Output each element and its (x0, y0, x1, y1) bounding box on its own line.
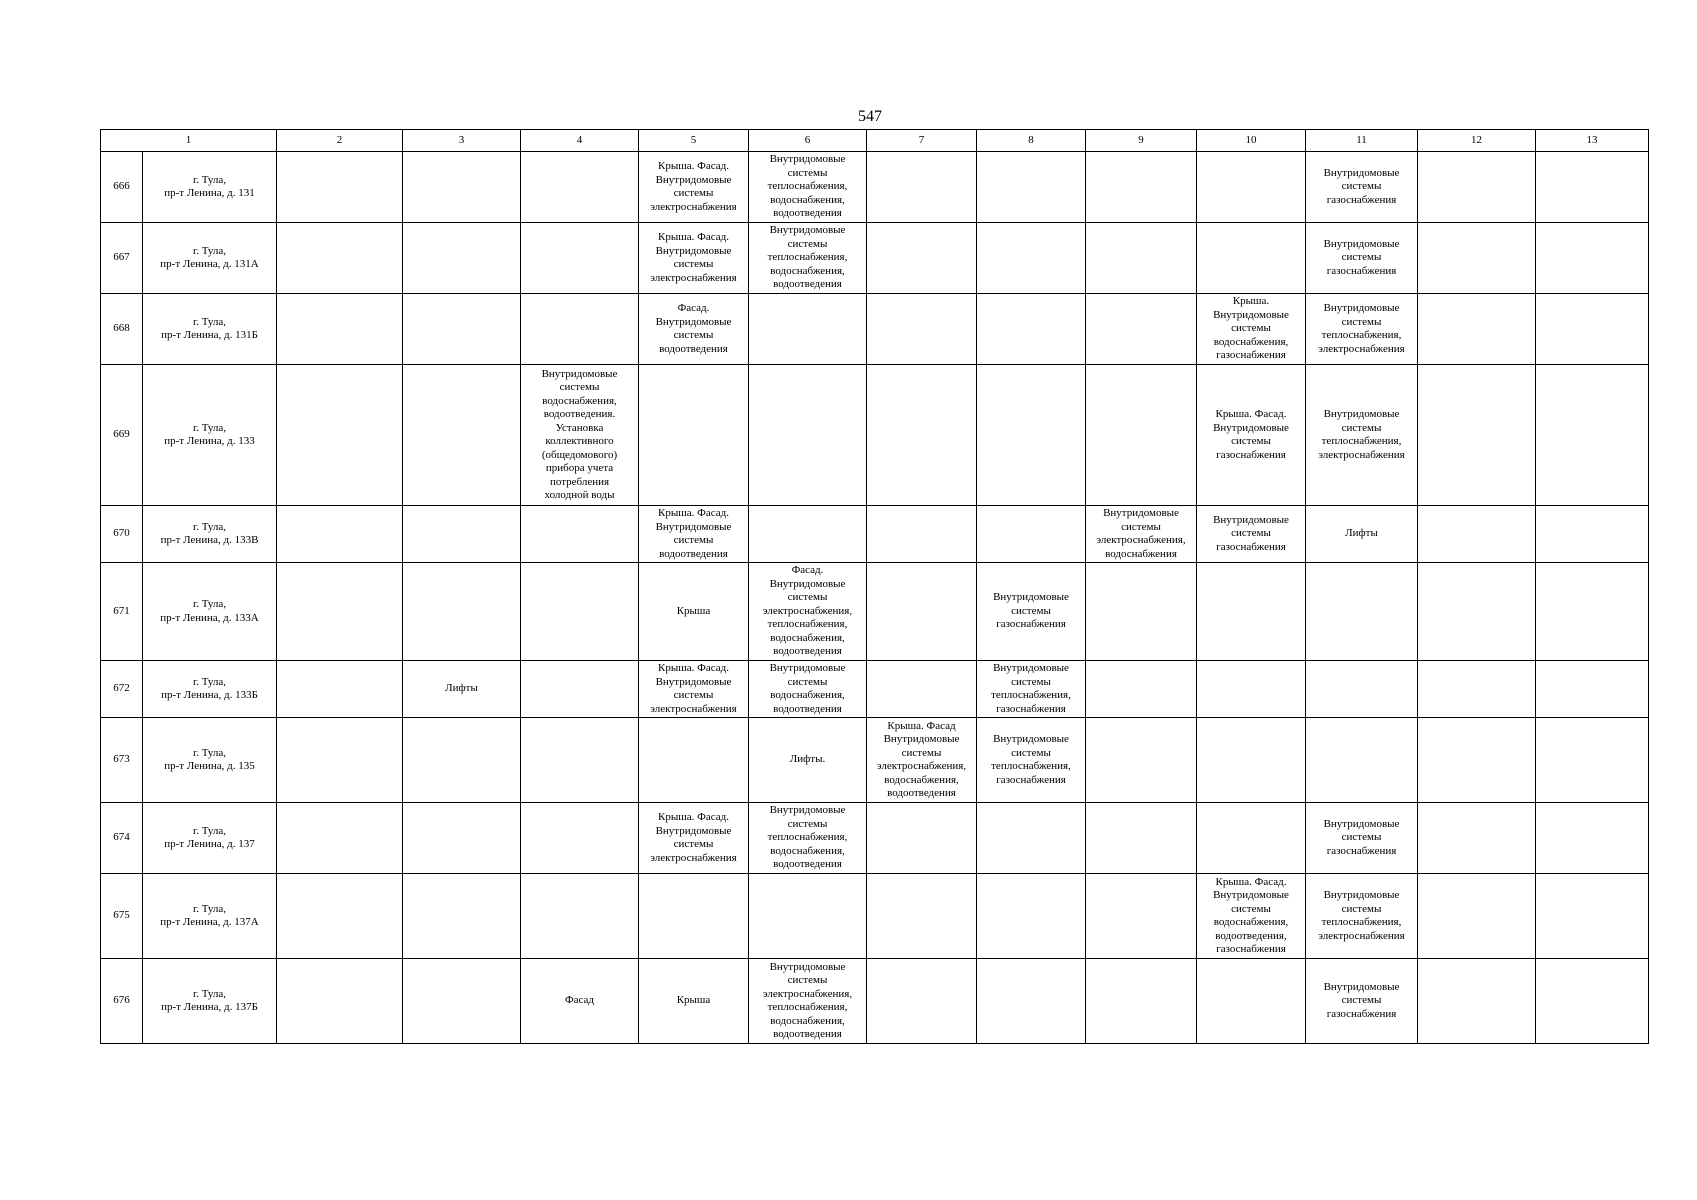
work-cell-col-8 (977, 803, 1086, 874)
column-header-11: 11 (1306, 130, 1418, 152)
work-cell-col-9 (1086, 563, 1197, 661)
work-cell-col-5: Крыша. Фасад. Внутридомовые системы электроснабжения (639, 661, 749, 718)
work-cell-col-6 (749, 506, 867, 563)
table-row (101, 365, 1649, 506)
column-header-5: 5 (639, 130, 749, 152)
work-cell-col-6 (749, 874, 867, 959)
column-header-6: 6 (749, 130, 867, 152)
address-cell: г. Тула, пр-т Ленина, д. 133Б (143, 661, 277, 718)
work-cell-col-7 (867, 365, 977, 506)
table-body (101, 152, 1649, 1044)
work-cell-col-11 (1306, 718, 1418, 803)
work-cell-col-7 (867, 506, 977, 563)
work-cell-col-10 (1197, 661, 1306, 718)
column-header-10: 10 (1197, 130, 1306, 152)
work-cell-col-10 (1197, 803, 1306, 874)
page-number: 547 (858, 108, 882, 125)
work-cell-col-2 (277, 959, 403, 1044)
work-cell-col-12 (1418, 563, 1536, 661)
work-cell-col-5: Фасад. Внутридомовые системы водоотведения (639, 294, 749, 365)
work-cell-col-2 (277, 718, 403, 803)
work-cell-col-12 (1418, 506, 1536, 563)
work-cell-col-8 (977, 959, 1086, 1044)
work-cell-col-3 (403, 563, 521, 661)
work-cell-col-11 (1306, 661, 1418, 718)
work-cell-col-9 (1086, 294, 1197, 365)
row-number: 668 (101, 294, 143, 365)
work-cell-col-13 (1536, 152, 1649, 223)
work-cell-col-8: Внутридомовые системы теплоснабжения, газоснабжения (977, 661, 1086, 718)
column-header-13: 13 (1536, 130, 1649, 152)
table-row (101, 506, 1649, 563)
work-cell-col-3 (403, 803, 521, 874)
column-header-7: 7 (867, 130, 977, 152)
address-cell: г. Тула, пр-т Ленина, д. 133 (143, 365, 277, 506)
row-number: 673 (101, 718, 143, 803)
table-row (101, 874, 1649, 959)
work-cell-col-8 (977, 365, 1086, 506)
work-cell-col-8 (977, 294, 1086, 365)
address-cell: г. Тула, пр-т Ленина, д. 131 (143, 152, 277, 223)
row-number: 675 (101, 874, 143, 959)
work-cell-col-3 (403, 718, 521, 803)
work-cell-col-4: Фасад (521, 959, 639, 1044)
work-cell-col-12 (1418, 959, 1536, 1044)
work-cell-col-4: Внутридомовые системы водоснабжения, водоотведения. Установка коллективного (общедомового) прибора учета потребления холодной воды (521, 365, 639, 506)
work-cell-col-11: Лифты (1306, 506, 1418, 563)
table-row (101, 959, 1649, 1044)
work-cell-col-4 (521, 294, 639, 365)
address-cell: г. Тула, пр-т Ленина, д. 135 (143, 718, 277, 803)
work-cell-col-8: Внутридомовые системы теплоснабжения, газоснабжения (977, 718, 1086, 803)
work-cell-col-10 (1197, 959, 1306, 1044)
work-cell-col-4 (521, 563, 639, 661)
work-cell-col-10: Внутридомовые системы газоснабжения (1197, 506, 1306, 563)
row-number: 672 (101, 661, 143, 718)
work-cell-col-7 (867, 223, 977, 294)
work-cell-col-2 (277, 874, 403, 959)
work-cell-col-6: Фасад. Внутридомовые системы электроснабжения, теплоснабжения, водоснабжения, водоотведения (749, 563, 867, 661)
table-row (101, 223, 1649, 294)
work-cell-col-8 (977, 874, 1086, 959)
work-cell-col-5: Крыша. Фасад. Внутридомовые системы водоотведения (639, 506, 749, 563)
work-cell-col-3 (403, 506, 521, 563)
row-number: 676 (101, 959, 143, 1044)
column-header-3: 3 (403, 130, 521, 152)
work-cell-col-2 (277, 563, 403, 661)
column-header-12: 12 (1418, 130, 1536, 152)
address-cell: г. Тула, пр-т Ленина, д. 137А (143, 874, 277, 959)
work-cell-col-9 (1086, 718, 1197, 803)
work-cell-col-13 (1536, 959, 1649, 1044)
work-cell-col-6: Внутридомовые системы теплоснабжения, водоснабжения, водоотведения (749, 803, 867, 874)
row-number: 669 (101, 365, 143, 506)
work-cell-col-7 (867, 959, 977, 1044)
column-header-9: 9 (1086, 130, 1197, 152)
work-cell-col-4 (521, 152, 639, 223)
table-row (101, 718, 1649, 803)
work-cell-col-10 (1197, 563, 1306, 661)
work-cell-col-6: Внутридомовые системы теплоснабжения, водоснабжения, водоотведения (749, 152, 867, 223)
work-cell-col-5: Крыша. Фасад. Внутридомовые системы электроснабжения (639, 223, 749, 294)
work-cell-col-6: Внутридомовые системы теплоснабжения, водоснабжения, водоотведения (749, 223, 867, 294)
work-cell-col-5: Крыша. Фасад. Внутридомовые системы электроснабжения (639, 803, 749, 874)
work-cell-col-7: Крыша. Фасад Внутридомовые системы электроснабжения, водоснабжения, водоотведения (867, 718, 977, 803)
work-cell-col-12 (1418, 661, 1536, 718)
work-cell-col-11: Внутридомовые системы газоснабжения (1306, 959, 1418, 1044)
work-cell-col-4 (521, 661, 639, 718)
column-header-8: 8 (977, 130, 1086, 152)
work-cell-col-10: Крыша. Фасад. Внутридомовые системы водоснабжения, водоотведения, газоснабжения (1197, 874, 1306, 959)
work-cell-col-7 (867, 803, 977, 874)
address-cell: г. Тула, пр-т Ленина, д. 137 (143, 803, 277, 874)
work-cell-col-2 (277, 661, 403, 718)
address-cell: г. Тула, пр-т Ленина, д. 133А (143, 563, 277, 661)
work-cell-col-12 (1418, 874, 1536, 959)
work-cell-col-9 (1086, 959, 1197, 1044)
work-cell-col-3 (403, 874, 521, 959)
work-cell-col-12 (1418, 718, 1536, 803)
work-cell-col-11: Внутридомовые системы газоснабжения (1306, 152, 1418, 223)
work-cell-col-6: Внутридомовые системы электроснабжения, теплоснабжения, водоснабжения, водоотведения (749, 959, 867, 1044)
work-cell-col-13 (1536, 563, 1649, 661)
table-row (101, 563, 1649, 661)
work-cell-col-8: Внутридомовые системы газоснабжения (977, 563, 1086, 661)
work-cell-col-3 (403, 959, 521, 1044)
work-cell-col-8 (977, 152, 1086, 223)
work-cell-col-3 (403, 365, 521, 506)
work-cell-col-12 (1418, 365, 1536, 506)
work-cell-col-2 (277, 803, 403, 874)
work-cell-col-2 (277, 223, 403, 294)
work-cell-col-5 (639, 874, 749, 959)
work-cell-col-7 (867, 152, 977, 223)
work-cell-col-8 (977, 223, 1086, 294)
work-cell-col-3 (403, 294, 521, 365)
work-cell-col-5: Крыша (639, 959, 749, 1044)
work-cell-col-11: Внутридомовые системы теплоснабжения, электроснабжения (1306, 365, 1418, 506)
work-cell-col-10: Крыша. Фасад. Внутридомовые системы газоснабжения (1197, 365, 1306, 506)
work-cell-col-9 (1086, 223, 1197, 294)
work-cell-col-11: Внутридомовые системы газоснабжения (1306, 803, 1418, 874)
work-cell-col-2 (277, 506, 403, 563)
work-cell-col-6 (749, 294, 867, 365)
work-cell-col-7 (867, 661, 977, 718)
address-cell: г. Тула, пр-т Ленина, д. 133В (143, 506, 277, 563)
work-cell-col-12 (1418, 294, 1536, 365)
work-cell-col-2 (277, 152, 403, 223)
work-cell-col-13 (1536, 661, 1649, 718)
work-cell-col-9 (1086, 661, 1197, 718)
work-cell-col-9 (1086, 365, 1197, 506)
table-row (101, 661, 1649, 718)
work-cell-col-5: Крыша. Фасад. Внутридомовые системы электроснабжения (639, 152, 749, 223)
work-cell-col-11 (1306, 563, 1418, 661)
work-cell-col-3 (403, 152, 521, 223)
column-header-1: 1 (101, 130, 277, 152)
row-number: 666 (101, 152, 143, 223)
column-header-2: 2 (277, 130, 403, 152)
row-number: 667 (101, 223, 143, 294)
work-cell-col-2 (277, 365, 403, 506)
work-cell-col-11: Внутридомовые системы теплоснабжения, электроснабжения (1306, 874, 1418, 959)
table-row (101, 294, 1649, 365)
table-row (101, 803, 1649, 874)
work-cell-col-5: Крыша (639, 563, 749, 661)
work-cell-col-13 (1536, 874, 1649, 959)
work-cell-col-4 (521, 803, 639, 874)
work-cell-col-10 (1197, 152, 1306, 223)
work-cell-col-9 (1086, 152, 1197, 223)
repair-schedule-table (100, 129, 1649, 1044)
work-cell-col-7 (867, 874, 977, 959)
work-cell-col-12 (1418, 152, 1536, 223)
address-cell: г. Тула, пр-т Ленина, д. 137Б (143, 959, 277, 1044)
work-cell-col-4 (521, 223, 639, 294)
work-cell-col-6: Лифты. (749, 718, 867, 803)
work-cell-col-12 (1418, 803, 1536, 874)
work-cell-col-3 (403, 223, 521, 294)
work-cell-col-2 (277, 294, 403, 365)
work-cell-col-9 (1086, 803, 1197, 874)
work-cell-col-13 (1536, 223, 1649, 294)
work-cell-col-7 (867, 563, 977, 661)
work-cell-col-9 (1086, 874, 1197, 959)
work-cell-col-13 (1536, 365, 1649, 506)
work-cell-col-6: Внутридомовые системы водоснабжения, водоотведения (749, 661, 867, 718)
work-cell-col-5 (639, 365, 749, 506)
work-cell-col-3: Лифты (403, 661, 521, 718)
work-cell-col-13 (1536, 506, 1649, 563)
work-cell-col-10: Крыша. Внутридомовые системы водоснабжения, газоснабжения (1197, 294, 1306, 365)
work-cell-col-4 (521, 874, 639, 959)
work-cell-col-13 (1536, 294, 1649, 365)
work-cell-col-4 (521, 718, 639, 803)
work-cell-col-4 (521, 506, 639, 563)
work-cell-col-13 (1536, 803, 1649, 874)
row-number: 671 (101, 563, 143, 661)
table-row (101, 152, 1649, 223)
row-number: 674 (101, 803, 143, 874)
work-cell-col-13 (1536, 718, 1649, 803)
work-cell-col-12 (1418, 223, 1536, 294)
row-number: 670 (101, 506, 143, 563)
work-cell-col-7 (867, 294, 977, 365)
column-header-row (101, 130, 1649, 152)
work-cell-col-11: Внутридомовые системы газоснабжения (1306, 223, 1418, 294)
address-cell: г. Тула, пр-т Ленина, д. 131А (143, 223, 277, 294)
work-cell-col-10 (1197, 718, 1306, 803)
work-cell-col-11: Внутридомовые системы теплоснабжения, электроснабжения (1306, 294, 1418, 365)
work-cell-col-6 (749, 365, 867, 506)
work-cell-col-10 (1197, 223, 1306, 294)
work-cell-col-5 (639, 718, 749, 803)
work-cell-col-8 (977, 506, 1086, 563)
address-cell: г. Тула, пр-т Ленина, д. 131Б (143, 294, 277, 365)
column-header-4: 4 (521, 130, 639, 152)
work-cell-col-9: Внутридомовые системы электроснабжения, водоснабжения (1086, 506, 1197, 563)
